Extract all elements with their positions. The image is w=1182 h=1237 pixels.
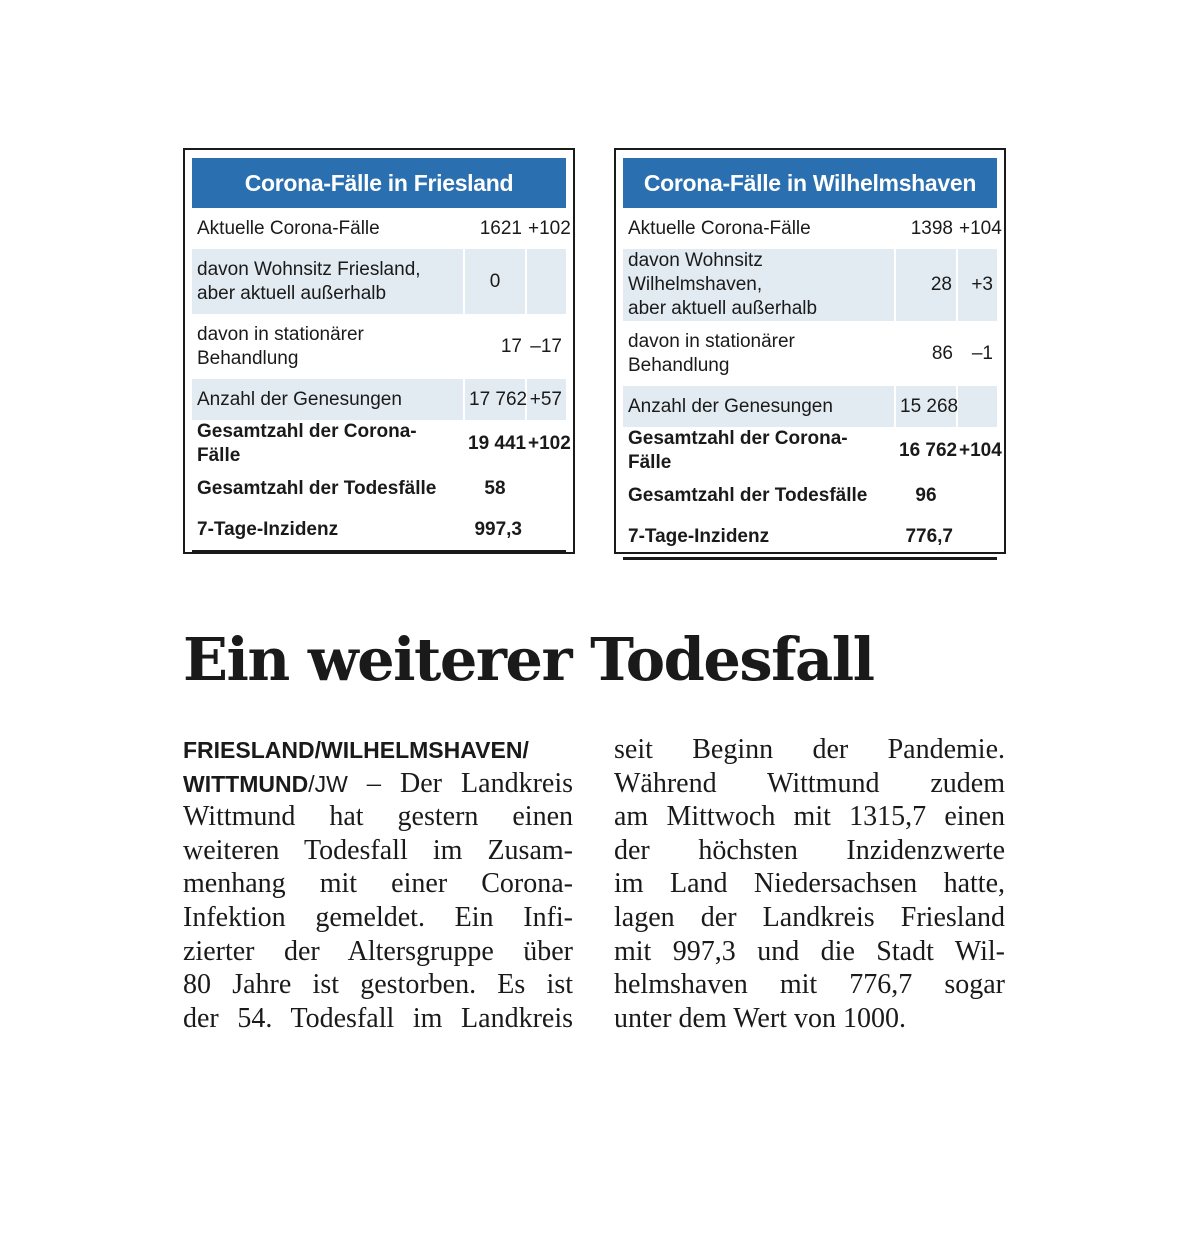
dateline-locations: FRIESLAND/WILHELMSHAVEN/ (183, 737, 529, 763)
row-value: 19 441 (468, 433, 527, 454)
table-row (192, 509, 566, 552)
text-line: mit 997,3 und die Stadt Wil- (614, 935, 1005, 967)
table-row (192, 468, 566, 509)
row-label-line: davon Wohnsitz Wilhelmshaven, (628, 250, 763, 295)
text-line: – Der Landkreis (347, 767, 573, 799)
row-label (623, 321, 895, 386)
row-value: 1398 (910, 217, 953, 239)
row-value: 17 (500, 335, 522, 357)
text-line: Während Wittmund zudem (614, 767, 1005, 799)
row-change (526, 468, 566, 509)
row-label: Gesamtzahl der Todesfälle (628, 484, 868, 506)
text-line: der höchsten Inzidenzwerte (614, 834, 1005, 866)
table-row (192, 379, 566, 420)
text-line: Wittmund hat gestern einen (183, 801, 573, 833)
row-label-line: Behandlung (628, 354, 730, 376)
article-headline: Ein weiterer Todesfall (183, 625, 874, 694)
row-label-line: davon Wohnsitz Friesland, (197, 258, 421, 280)
row-change (957, 386, 997, 427)
row-change (957, 475, 997, 516)
row-change (526, 249, 566, 314)
row-value: 997,3 (464, 509, 526, 552)
row-label: 7-Tage-Inzidenz (623, 516, 895, 559)
friesland-stats-table (192, 208, 571, 553)
table-row (623, 321, 997, 386)
row-label (192, 249, 464, 314)
row-label-line: aber aktuell außerhalb (628, 298, 818, 319)
row-label-line: davon in stationärer (197, 323, 364, 345)
row-change (957, 516, 997, 559)
friesland-stats-box (183, 148, 575, 554)
wilhelmshaven-stats-table (623, 208, 1002, 560)
table-row (623, 475, 997, 516)
row-value: 17 762 (464, 379, 526, 420)
text-line: weiteren Todesfall im Zusam- (183, 834, 573, 866)
table-row (623, 249, 997, 321)
text-line: menhang mit einer Corona- (183, 868, 573, 900)
row-change: +104 (959, 440, 1002, 461)
agency-tag: /JW (308, 770, 348, 797)
row-change: +3 (957, 249, 997, 321)
row-value: 86 (931, 342, 953, 364)
text-line: helmshaven mit 776,7 sogar (614, 969, 1005, 1001)
text-line (183, 767, 573, 801)
row-value: 96 (915, 484, 937, 506)
row-change (526, 509, 566, 552)
text-line: 80 Jahre ist gestorben. Es ist (183, 969, 573, 1001)
row-label: Anzahl der Genesungen (192, 379, 464, 420)
row-label-line: davon in stationärer (628, 330, 795, 352)
text-line: seit Beginn der Pandemie. (614, 734, 1005, 765)
article-column-2 (614, 733, 1005, 1035)
row-value: 1621 (479, 217, 522, 239)
row-change: +57 (526, 379, 566, 420)
table-row (192, 314, 566, 379)
row-value: 776,7 (895, 516, 957, 559)
row-label (192, 314, 464, 379)
text-line: unter dem Wert von 1000. (614, 1002, 906, 1034)
table-row (192, 420, 566, 468)
dateline-location-last: WITTMUND (183, 770, 309, 797)
friesland-table-title: Corona-Fälle in Friesland (192, 158, 566, 208)
text-line: im Land Niedersachsen hatte, (614, 868, 1005, 900)
table-row (623, 208, 997, 249)
article-column-1 (183, 733, 573, 1035)
text-line: lagen der Landkreis Friesland (614, 901, 1005, 933)
row-label: Anzahl der Genesungen (623, 386, 895, 427)
row-change: +102 (528, 433, 571, 454)
text-line: Infektion gemeldet. Ein Infi- (183, 901, 573, 933)
row-label: Aktuelle Corona-Fälle (197, 217, 380, 239)
table-row (623, 516, 997, 559)
row-value: 58 (484, 477, 506, 499)
row-label: Gesamtzahl der Corona-Fälle (197, 421, 417, 466)
row-value: 16 762 (899, 440, 958, 461)
row-change: +104 (959, 217, 1002, 239)
row-change: –1 (971, 342, 993, 364)
table-row (623, 427, 997, 475)
row-change: +102 (528, 217, 571, 239)
table-row (623, 386, 997, 427)
text-line: am Mittwoch mit 1315,7 einen (614, 801, 1005, 833)
dateline (183, 733, 573, 767)
row-label: Aktuelle Corona-Fälle (628, 217, 811, 239)
row-label: Gesamtzahl der Todesfälle (197, 477, 437, 499)
wilhelmshaven-table-title: Corona-Fälle in Wilhelmshaven (623, 158, 997, 208)
row-label (623, 249, 895, 321)
wilhelmshaven-stats-box (614, 148, 1006, 554)
row-label: Gesamtzahl der Corona-Fälle (628, 428, 848, 473)
row-value: 28 (895, 249, 957, 321)
row-value: 0 (464, 249, 526, 314)
row-change: –17 (530, 335, 562, 357)
row-label-line: aber aktuell außerhalb (197, 282, 387, 304)
row-value: 15 268 (895, 386, 957, 427)
table-row (192, 208, 566, 249)
table-row (192, 249, 566, 314)
text-line: der 54. Todesfall im Landkreis (183, 1002, 573, 1034)
row-label: 7-Tage-Inzidenz (192, 509, 464, 552)
text-line: zierter der Altersgruppe über (183, 935, 573, 967)
row-label-line: Behandlung (197, 347, 299, 369)
